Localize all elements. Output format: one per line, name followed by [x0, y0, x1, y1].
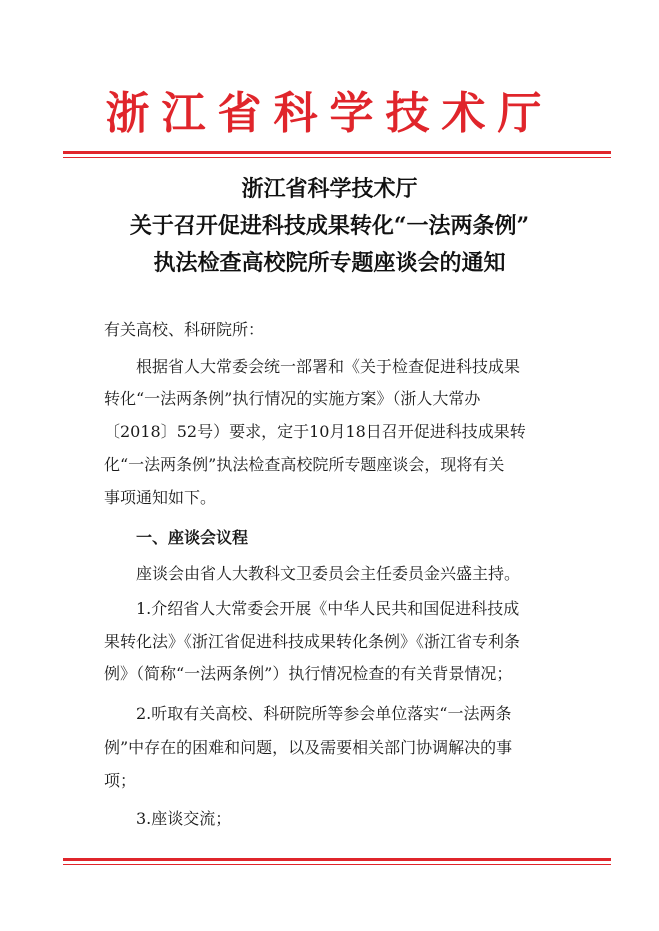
agenda-item-3: 3.座谈交流； [136, 809, 232, 828]
letterhead-divider-thin [63, 157, 611, 158]
agenda-item-2-line: 2.听取有关高校、科研院所等参会单位落实“一法两条 [136, 704, 512, 723]
footer-divider-thick [63, 858, 611, 861]
document-title-line-3: 执法检查高校院所专题座谈会的通知 [153, 250, 506, 276]
paragraph-1-line: 〔2018〕52号）要求，定于10月18日召开促进科技成果转 [104, 422, 526, 441]
agenda-item-1-line: 例》（简称“一法两条例”）执行情况检查的有关背景情况； [104, 664, 513, 683]
paragraph-1-line: 事项通知如下。 [104, 488, 217, 507]
document-title-line-2: 关于召开促进科技成果转化“一法两条例” [129, 213, 530, 239]
agenda-item-1-line: 果转化法》《浙江省促进科技成果转化条例》《浙江省专利条 [104, 632, 521, 651]
agenda-item-2-line: 例”中存在的困难和问题，以及需要相关部门协调解决的事 [104, 738, 513, 757]
paragraph-1-line: 化“一法两条例”执法检查高校院所专题座谈会，现将有关 [104, 455, 505, 474]
letterhead-divider-thick [63, 151, 611, 154]
document-title-line-1: 浙江省科学技术厅 [241, 176, 418, 202]
letterhead-org-name: 浙江省科学技术厅 [105, 88, 554, 139]
paragraph-1-line: 根据省人大常委会统一部署和《关于检查促进科技成果 [136, 357, 521, 376]
salutation: 有关高校、科研院所： [104, 320, 265, 339]
agenda-item-1-line: 1.介绍省人大常委会开展《中华人民共和国促进科技成 [136, 599, 520, 618]
paragraph-1-line: 转化“一法两条例”执行情况的实施方案》（浙人大常办 [104, 389, 481, 408]
section-1-heading: 一、座谈会议程 [136, 528, 249, 547]
host-line: 座谈会由省人大教科文卫委员会主任委员金兴盛主持。 [136, 564, 521, 583]
footer-divider-thin [63, 864, 611, 865]
agenda-item-2-line: 项； [104, 771, 137, 790]
